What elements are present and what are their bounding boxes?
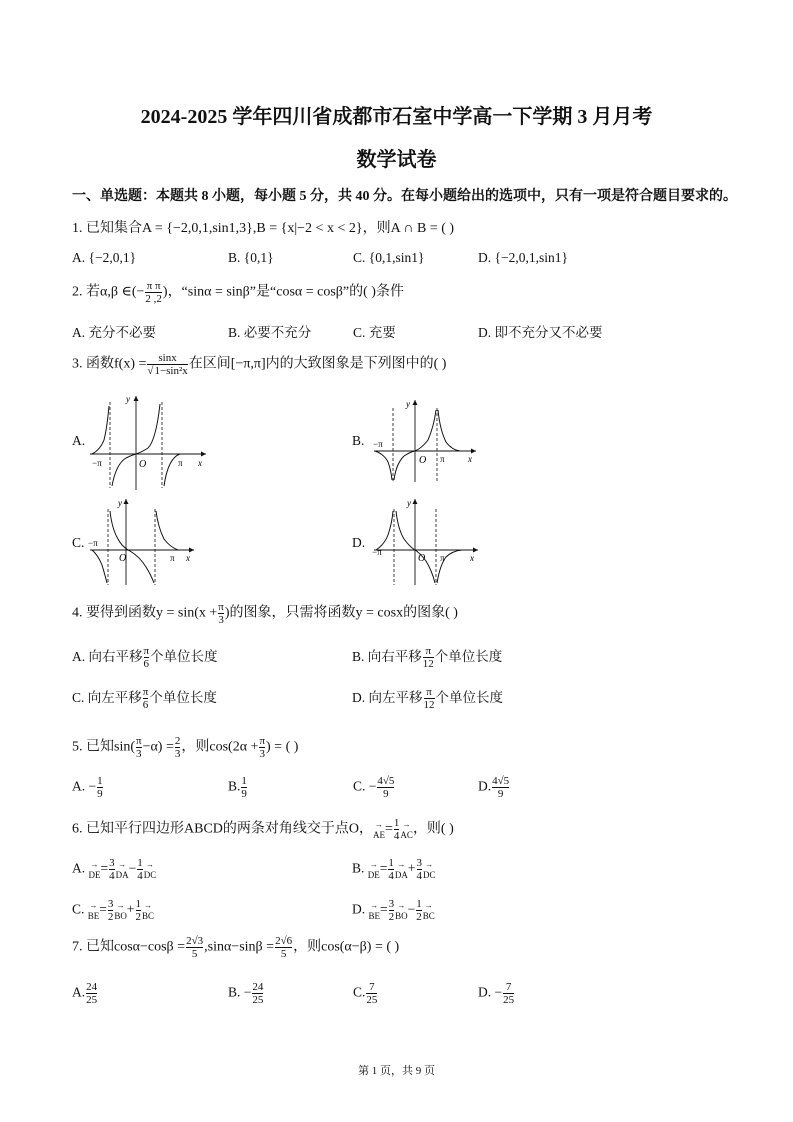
q4-frac-num: π: [218, 601, 224, 613]
question-5-stem: 5. 已知sin( $\frac{\pi}{3}$ −α) = $\frac{2}{3}$ ，则cos(2α + $\frac{\pi}{3}$ ) = ( ): [72, 735, 299, 760]
q2-prefix: 2. 若α,β ∈: [72, 284, 132, 300]
q2-option-d: D. 即不充分又不必要: [478, 325, 603, 340]
q3-option-d: D.: [352, 535, 366, 550]
q1-option-c: C. {0,1,sin1}: [353, 250, 425, 265]
q2-frac-num: π π: [146, 280, 161, 292]
graph-b-neg-pi-label: −π: [373, 439, 383, 449]
q5-option-c: C. − $\frac{4√5}{9}$: [353, 775, 395, 800]
graph-c-pi-label: π: [170, 553, 175, 563]
graph-a-x-label: x: [198, 458, 202, 468]
question-3-stem: [72, 352, 446, 377]
q7-option-d: D. − $\frac{7}{25}$: [478, 981, 515, 1006]
question-6-stem: 6. 已知平行四边形ABCD的两条对角线交于点O， → AE = $\frac{1}{4}$ → AC ，则( ): [72, 817, 454, 842]
graph-option-d: [370, 495, 482, 587]
q1-option-b: B. {0,1}: [228, 250, 274, 265]
graph-c-x-label: x: [186, 553, 190, 563]
graph-a-origin-label: O: [139, 459, 147, 470]
q4-option-a: A. 向右平移 $\frac{\pi}{6}$ 个单位长度: [72, 645, 218, 671]
q4-option-c: C. 向左平移 $\frac{\pi}{6}$ 个单位长度: [72, 686, 217, 712]
graph-c-neg-pi-label: −π: [88, 538, 98, 548]
paper-title: 2024-2025 学年四川省成都市石室中学高一下学期 3 月月考: [140, 106, 653, 128]
q2-frac-den: 2 ,2: [145, 293, 162, 305]
q2-close: ): [162, 284, 168, 300]
graph-b-y-label: y: [406, 399, 410, 409]
question-2-stem: [72, 280, 404, 305]
graph-d-y-label: y: [407, 498, 411, 508]
graph-b-origin-label: O: [419, 455, 427, 466]
q7-option-a: A. $\frac{24}{25}$: [72, 981, 98, 1006]
q6-option-d: D. → BE = $\frac{3}{2}$ → BO − $\frac{1}{2}$ → BC: [352, 898, 435, 923]
question-7-stem: 7. 已知cosα−cosβ = $\frac{2√3}{5}$ ,sinα−sinβ = $\frac{2√6}{5}$ ，则cos(α−β) = ( ): [72, 935, 400, 960]
q3-prefix: 3. 函数f(x) =: [72, 356, 147, 372]
q3-frac-num: sinx: [158, 352, 177, 364]
section-heading: 一、单选题：本题共 8 小题，每小题 5 分，共 40 分。在每小题给出的选项中，只有一项是符合题目要求的。: [72, 189, 737, 204]
q2-option-a: A. 充分不必要: [72, 325, 156, 340]
graph-d-x-label: x: [470, 553, 474, 563]
graph-d-neg-pi-label: −π: [372, 547, 382, 557]
graph-c-origin-label: O: [119, 553, 127, 564]
q5-option-a: A. − $\frac{1}{9}$: [72, 775, 103, 800]
graph-a-pi-label: π: [178, 458, 183, 468]
q6-option-c: C. → BE = $\frac{3}{2}$ → BO + $\frac{1}{2}$ → BC: [72, 898, 155, 923]
graph-b-pi-label: π: [440, 454, 445, 464]
graph-d-pi-label: π: [440, 553, 445, 563]
graph-a-neg-pi-label: −π: [92, 458, 102, 468]
q4-fraction: [218, 601, 224, 626]
q4-arg-close: ): [224, 605, 230, 621]
graph-c-y-label: y: [118, 498, 122, 508]
q4-rest: 的图象，只需将函数y = cosx的图象( ): [229, 605, 458, 621]
q4-prefix: 4. 要得到函数y = sin: [72, 605, 195, 621]
graph-option-c: [86, 495, 198, 587]
q5-option-b: B. $\frac{1}{9}$: [228, 775, 247, 800]
paper-subtitle: 数学试卷: [356, 149, 437, 171]
q6-option-b: B. → DE = $\frac{1}{4}$ → DA + $\frac{3}{4}$ → DC: [352, 857, 436, 882]
graph-option-b: [370, 396, 480, 484]
q1-option-a: A. {−2,0,1}: [72, 250, 137, 265]
q1-option-d: D. {−2,0,1,sin1}: [478, 250, 568, 265]
page-footer: 第 1 页，共 9 页: [358, 1065, 435, 1077]
q3-frac-den: √1−sin²x: [147, 365, 188, 377]
q2-fraction: [145, 280, 162, 305]
graph-option-a: [86, 392, 211, 492]
question-4-stem: [72, 601, 458, 626]
q2-option-b: B. 必要不充分: [228, 325, 312, 340]
q4-option-d: D. 向左平移 $\frac{\pi}{12}$ 个单位长度: [352, 686, 503, 712]
q3-option-c: C.: [72, 535, 85, 550]
question-1-stem: 1. 已知集合A = {−2,0,1,sin1,3},B = {x|−2 < x < 2}，则A ∩ B = ( ): [72, 221, 455, 236]
q3-rest: 在区间[−π,π]内的大致图象是下列图中的( ): [188, 356, 447, 372]
graph-b-x-label: x: [468, 454, 472, 464]
q4-arg-open: (x +: [194, 605, 218, 621]
q3-fraction: [147, 352, 187, 377]
q4-frac-den: 3: [218, 614, 224, 626]
q6-option-a: A. → DE = $\frac{3}{4}$ → DA − $\frac{1}{4}$ → DC: [72, 857, 157, 882]
graph-d-origin-label: O: [418, 553, 426, 564]
q4-option-b: B. 向右平移 $\frac{\pi}{12}$ 个单位长度: [352, 645, 503, 671]
q2-open: (−: [131, 284, 145, 300]
graph-a-y-label: y: [126, 394, 130, 404]
q3-option-b: B.: [352, 433, 365, 448]
q2-rest: ，“sinα = sinβ”是“cosα = cosβ”的( )条件: [167, 284, 404, 300]
q7-option-b: B. − $\frac{24}{25}$: [228, 981, 264, 1006]
q2-option-c: C. 充要: [353, 325, 396, 340]
q7-option-c: C. $\frac{7}{25}$: [353, 981, 378, 1006]
q5-option-d: D. $\frac{4√5}{9}$: [478, 775, 510, 800]
q3-option-a: A.: [72, 433, 86, 448]
